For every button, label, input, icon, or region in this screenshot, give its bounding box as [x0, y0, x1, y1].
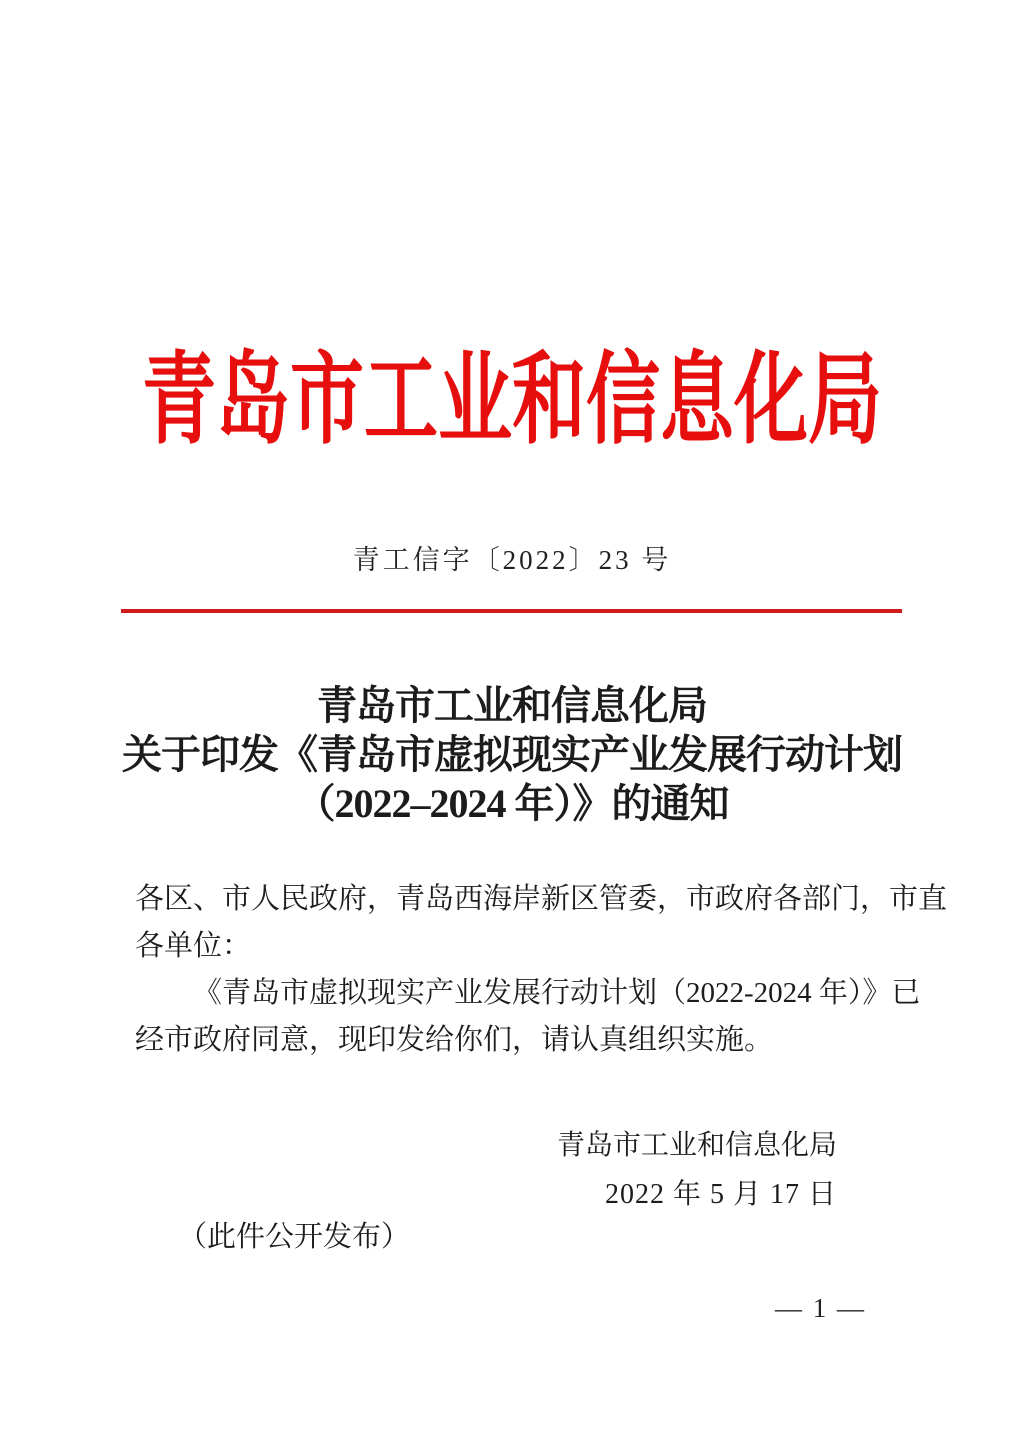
- signature-agency: 青岛市工业和信息化局: [556, 1130, 837, 1161]
- body-salutation-line1: 各区、市人民政府，青岛西海岸新区管委，市政府各部门，市直: [135, 883, 948, 915]
- document-number: 青工信字〔2022〕23 号: [352, 545, 672, 575]
- red-divider-line: [121, 609, 902, 613]
- public-release-note: （此件公开发布）: [178, 1221, 411, 1253]
- body-salutation-line2: 各单位：: [135, 930, 252, 962]
- body-paragraphs: [135, 876, 948, 1064]
- document-title-line2: 关于印发《青岛市虚拟现实产业发展行动计划: [122, 732, 902, 777]
- letterhead-agency-name: 青岛市工业和信息化局: [142, 345, 882, 456]
- signature-block: [557, 1121, 837, 1219]
- body-paragraph-line1: 《青岛市虚拟现实产业发展行动计划（2022-2024 年）》已: [193, 977, 921, 1009]
- letterhead: [0, 345, 1024, 482]
- signature-date: 2022 年 5 月 17 日: [604, 1179, 837, 1210]
- document-title-line3: （2022–2024 年）》的通知: [295, 781, 729, 826]
- body-paragraph-line2: 经市政府同意，现印发给你们，请认真组织实施。: [135, 1024, 774, 1056]
- page-number: — 1 —: [775, 1293, 866, 1323]
- document-title: [0, 681, 1024, 828]
- document-title-line1: 青岛市工业和信息化局: [317, 683, 707, 728]
